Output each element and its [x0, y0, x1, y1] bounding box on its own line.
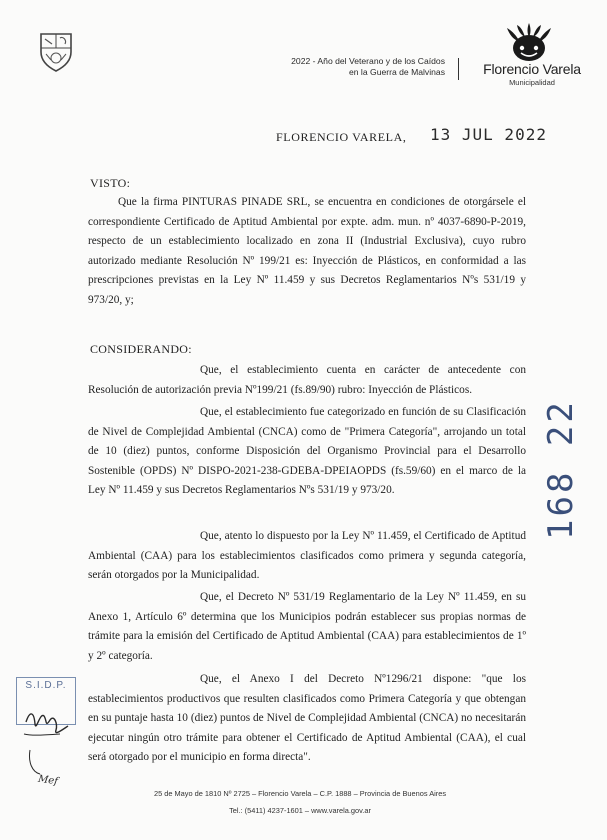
- footer-contact: Tel.: (5411) 4237-1601 – www.varela.gov.ar: [229, 806, 371, 815]
- florencio-varela-logo-icon: [500, 22, 558, 62]
- slogan-line-2: en la Guerra de Malvinas: [348, 67, 445, 77]
- considerando-paragraph-4: Que, el Decreto Nº 531/19 Reglamentario de la Ley Nº 11.459, en su Anexo 1, Artículo 6º determina que los Municipios podrán establecer sus propias normas de trámite para la emisión del Certificado de Aptitud Ambiental (CAA) para establecimientos de 1º y 2º categoría.: [88, 591, 526, 662]
- handwritten-folio-number: [536, 370, 586, 540]
- header-divider: [458, 58, 459, 80]
- municipal-crest-icon: [38, 30, 74, 72]
- considerando-paragraph-1: Que, el establecimiento cuenta en carácter de antecedente con Resolución de autorización previa Nº199/21 (fs.89/90) rubro: Inyección de Plásticos.: [88, 364, 526, 396]
- visto-paragraph: Que la firma PINTURAS PINADE SRL, se encuentra en condiciones de otorgársele el correspondiente Certificado de Aptitud Ambiental por expte. adm. mun. nº 4037-6890-P-2019, respecto de un establecimiento localizado en zona II (Industrial Exclusiva), cuyo rubro autorizado mediante Resolución Nº 199/21 es: Inyección de Plásticos, en conformidad a las prescripciones previstas en la Ley Nº 11.459 y sus Decretos Reglamentarios Nºs 531/19 y 973/20, y;: [88, 196, 526, 306]
- header-slogan: [230, 56, 445, 78]
- sidp-stamp-label: S.I.D.P.: [25, 680, 67, 691]
- visto-heading: VISTO:: [90, 176, 131, 190]
- slogan-line-1: 2022 - Año del Veterano y de los Caídos: [291, 56, 445, 66]
- handwritten-folio-text: 168 22: [541, 399, 581, 540]
- considerando-paragraph-5: Que, el Anexo I del Decreto Nº1296/21 dispone: "que los establecimientos productivos que resulten clasificados como Primera Categoría y que obtengan en su puntaje hasta 10 (diez) puntos de Nivel de Complejidad Ambiental (CNCA) no necesitarán ejecutar ningún otro trámite para obtener el Certificado de Aptitud Ambiental (CAA), el cual será otorgado por el municipio en forma directa".: [88, 673, 526, 763]
- date-stamp: 13 JUL 2022: [430, 125, 547, 144]
- place-line: FLORENCIO VARELA,: [276, 130, 407, 144]
- logo-name: Florencio Varela: [483, 61, 581, 77]
- footer-address: 25 de Mayo de 1810 Nº 2725 – Florencio Varela – C.P. 1888 – Provincia de Buenos Aires: [153, 789, 447, 798]
- logo-subtitle: Municipalidad: [509, 78, 555, 87]
- considerando-paragraph-3: Que, atento lo dispuesto por la Ley Nº 11.459, el Certificado de Aptitud Ambiental (CAA) para los establecimientos clasificados como primera y segunda categoría, serán otorgados por la Municipalidad.: [88, 530, 526, 581]
- handwritten-initials: Mef: [37, 773, 59, 788]
- considerando-paragraph-2: Que, el establecimiento fue categorizado en función de su Clasificación de Nivel de Complejidad Ambiental (CNCA) como de "Primera Categoría", arrojando un total de 10 (diez) puntos, conforme Disposición del Organismo Provincial para el Desarrollo Sostenible (OPDS) Nº DISPO-2021-238-GDEBA-DPEIAOPDS (fs.59/60) en el marco de la Ley Nº 11.459 y sus Decretos Reglamentarios Nºs 531/19 y 973/20.: [88, 406, 526, 496]
- considerando-heading: CONSIDERANDO:: [90, 342, 192, 356]
